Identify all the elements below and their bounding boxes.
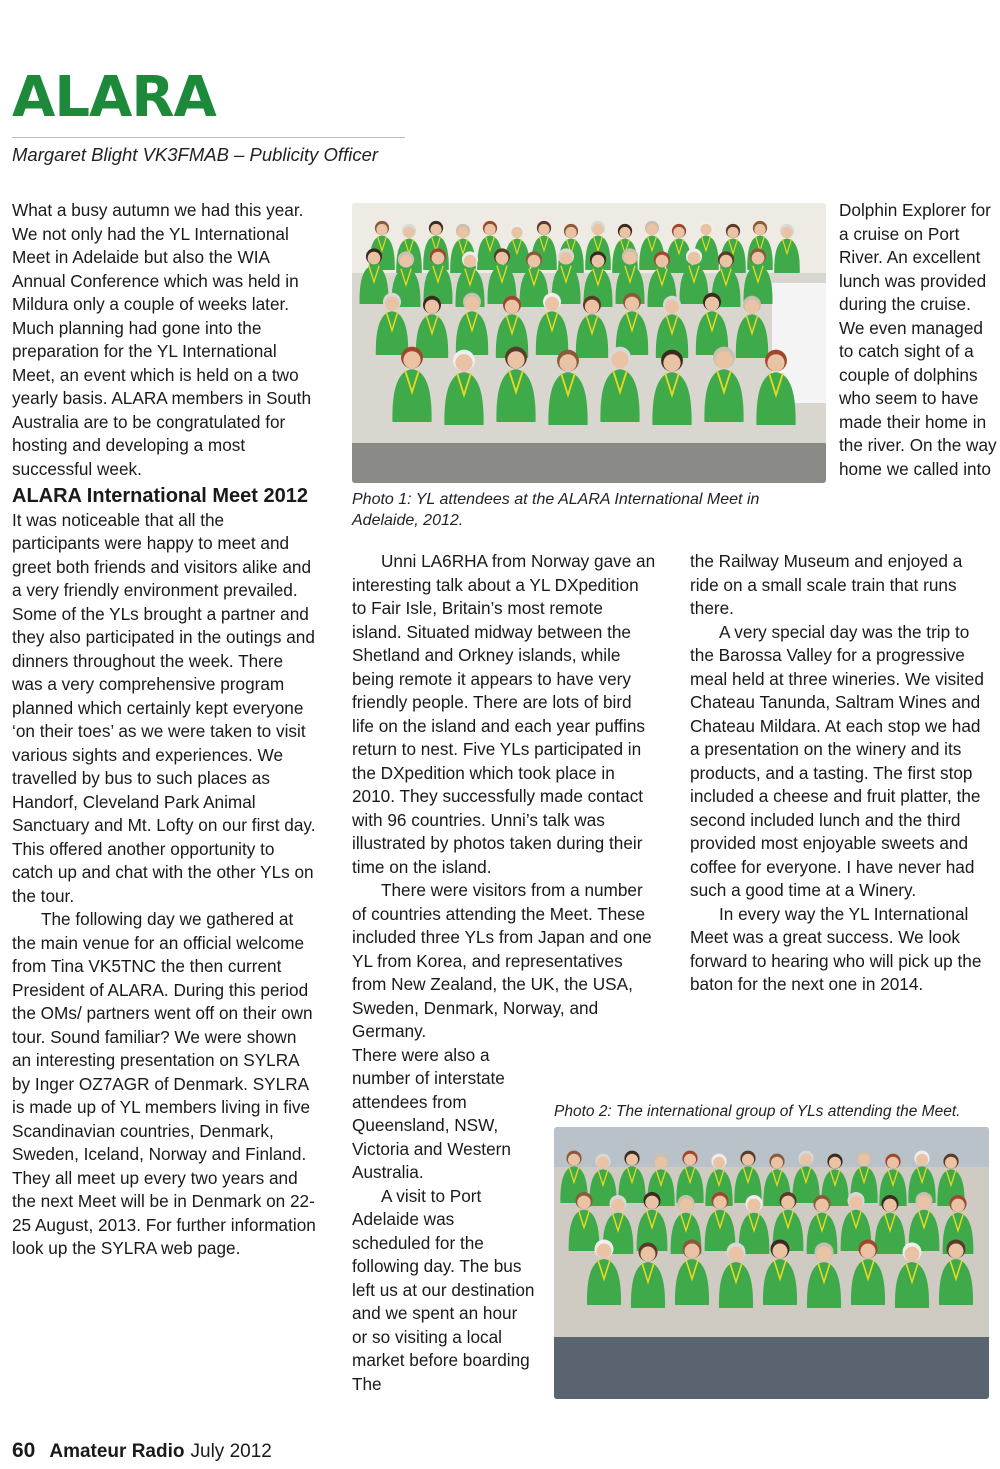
photo-2-caption: Photo 2: The international group of YLs attending the Meet. — [554, 1103, 961, 1120]
col3-paragraph-3: In every way the YL International Meet was a great success. We look forward to hearing who will pick up the baton for the next one in 2014. — [690, 903, 982, 994]
person-figure — [597, 1157, 609, 1169]
person-figure — [688, 252, 701, 265]
page-footer — [12, 1437, 272, 1466]
issue-date: July 2012 — [190, 1441, 272, 1462]
person-figure — [464, 255, 477, 268]
person-figure — [655, 1157, 667, 1169]
person-figure — [465, 297, 479, 311]
person-figure — [742, 1154, 754, 1166]
byline: Margaret Blight VK3FMAB – Publicity Officer — [12, 144, 379, 165]
column-3-top: Dolphin Explorer for a cruise on Port River. An excellent lunch was provided during the cruise. We even managed to catch sight of a couple of dolphins who seem to have made their home in the river. On the way home we called into — [839, 200, 997, 479]
col2-paragraph-3: A visit to Port Adelaide was scheduled for the following day. The bus left us at our destination and we spent an hour or so visiting a local market before boarding The — [352, 1185, 535, 1394]
person-figure — [747, 1199, 761, 1213]
person-figure — [626, 1154, 638, 1166]
person-figure — [883, 1199, 897, 1213]
person-figure — [505, 300, 519, 314]
person-figure — [705, 297, 719, 311]
person-figure — [592, 255, 605, 268]
person-figure — [781, 1196, 795, 1210]
photo-1-caption: Photo 1: YL attendees at the ALARA International Meet in Adelaide, 2012. — [352, 491, 760, 529]
person-figure — [484, 224, 495, 235]
person-figure — [568, 1154, 580, 1166]
person-figure — [577, 1196, 591, 1210]
person-figure — [858, 1154, 870, 1166]
meet-paragraph-1: It was noticeable that all the participants were happy to meet and greet both friends and visitors alike and a very friendly environment prevailed. Some of the YLs brought a partner and they also participated in the outings and dinners throughout the week. There was a very comprehensive program planned which certainly kept everyone ‘on their toes’ as we were taken to visit various sights and experiences. We travelled by bus to such places as Handorf, Cleveland Park Animal Sanctuary and Mt. Lofty on our first day. This offered another opportunity to catch up and chat with the other YLs on the tour. — [12, 509, 316, 906]
person-figure — [625, 297, 639, 311]
page-number: 60 — [12, 1439, 36, 1462]
person-figure — [700, 224, 711, 235]
person-figure — [815, 1199, 829, 1213]
person-figure — [665, 300, 679, 314]
group-photo-2-image — [554, 1127, 989, 1399]
person-figure — [745, 300, 759, 314]
person-figure — [767, 354, 784, 371]
person-figure — [679, 1199, 693, 1213]
article-title: ALARA — [12, 65, 216, 130]
person-figure — [720, 255, 733, 268]
person-figure — [455, 354, 472, 371]
section-heading: ALARA International Meet 2012 — [12, 485, 308, 507]
person-figure — [641, 1247, 656, 1262]
title-divider — [12, 137, 405, 138]
person-figure — [611, 351, 628, 368]
person-figure — [713, 1196, 727, 1210]
person-figure — [559, 354, 576, 371]
person-figure — [905, 1247, 920, 1262]
col2-paragraph-1: Unni LA6RHA from Norway gave an interesting talk about a YL DXpedition to Fair Isle, Britain’s most remote island. Situated midway between the Shetland and Orkney islands, while being remote it appears to have very friendly people. There are lots of bird life on the island and each year puffins return to nest. Five YLs participated in the DXpedition which took place in 2010. They successfully made contact with 96 countries. Unni’s talk was illustrated by photos taken during their time on the island. — [352, 551, 656, 877]
person-figure — [597, 1244, 612, 1259]
person-figure — [771, 1157, 783, 1169]
column-3 — [690, 550, 994, 997]
person-figure — [715, 351, 732, 368]
person-figure — [457, 227, 468, 238]
person-figure — [507, 351, 524, 368]
person-figure — [887, 1157, 899, 1169]
person-figure — [951, 1199, 965, 1213]
person-figure — [949, 1244, 964, 1259]
person-figure — [800, 1154, 812, 1166]
person-figure — [496, 252, 509, 265]
person-figure — [829, 1157, 841, 1169]
person-figure — [545, 297, 559, 311]
person-figure — [729, 1247, 744, 1262]
person-figure — [752, 252, 765, 265]
person-figure — [646, 224, 657, 235]
person-figure — [565, 227, 576, 238]
person-figure — [403, 351, 420, 368]
person-figure — [673, 227, 684, 238]
person-figure — [945, 1157, 957, 1169]
person-figure — [511, 227, 522, 238]
person-figure — [849, 1196, 863, 1210]
col2-paragraph-2-countries: There were visitors from a number of countries attending the Meet. These included three YLs from Japan and one YL from Korea, and representatives from New Zealand, the UK, the USA, Sweden, Denmark, Norway, and Germany. — [352, 880, 652, 1041]
person-figure — [684, 1154, 696, 1166]
person-figure — [538, 224, 549, 235]
person-figure — [916, 1154, 928, 1166]
person-figure — [645, 1196, 659, 1210]
photo-2 — [554, 1127, 989, 1399]
person-figure — [400, 255, 413, 268]
person-figure — [403, 227, 414, 238]
person-figure — [432, 252, 445, 265]
person-figure — [817, 1247, 832, 1262]
intro-paragraph: What a busy autumn we had this year. We not only had the YL International Meet in Adelaide but also the WIA Annual Conference which was held in Mildura only a couple of weeks later. Much planning had gone into the preparation for the YL International Meet, an event which is held on a two yearly basis. ALARA members in South Australia are to be congratulated for hosting and developing a most successful week. — [12, 200, 312, 479]
person-figure — [773, 1244, 788, 1259]
photo-1 — [352, 203, 826, 483]
person-figure — [430, 224, 441, 235]
person-figure — [560, 252, 573, 265]
person-figure — [663, 354, 680, 371]
person-figure — [917, 1196, 931, 1210]
person-figure — [425, 300, 439, 314]
person-figure — [754, 224, 765, 235]
person-figure — [624, 252, 637, 265]
person-figure — [781, 227, 792, 238]
person-figure — [685, 1244, 700, 1259]
col2-paragraph-2-interstate: There were also a number of interstate attendees from Queensland, NSW, Victoria and Western Australia. — [352, 1044, 511, 1182]
col3-paragraph-2: A very special day was the trip to the Barossa Valley for a progressive meal held at three wineries. We visited Chateau Tanunda, Saltram Wines and Chateau Mildara. At each stop we had a presentation on the winery and its products, and a tasting. The first stop included a cheese and fruit platter, the second included lunch and the third provided most enjoyable sweets and coffee for everyone. I have never had such a good time at a Winery. — [690, 621, 984, 900]
person-figure — [368, 252, 381, 265]
meet-paragraph-2: The following day we gathered at the main venue for an official welcome from Tina VK5TNC the then current President of ALARA. During this period the OMs/ partners went off on their own tour. Sound familiar? We were shown an interesting presentation on SYLRA by Inger OZ7AGR of Denmark. SYLRA is made up of YL members living in five Scandinavian countries, Denmark, Sweden, Iceland, Norway and Finland. They all meet up every two years and the next Meet will be in Denmark on 22-25 August, 2013. For further information look up the SYLRA web page. — [12, 909, 316, 1258]
person-figure — [713, 1157, 725, 1169]
person-figure — [861, 1244, 876, 1259]
person-figure — [585, 300, 599, 314]
col3-paragraph-1: the Railway Museum and enjoyed a ride on a small scale train that runs there. — [690, 551, 963, 618]
person-figure — [592, 224, 603, 235]
person-figure — [619, 227, 630, 238]
person-figure — [611, 1199, 625, 1213]
person-figure — [376, 224, 387, 235]
person-figure — [528, 255, 541, 268]
magazine-name: Amateur Radio — [49, 1441, 185, 1462]
column-1 — [12, 199, 316, 1261]
person-figure — [656, 255, 669, 268]
person-figure — [727, 227, 738, 238]
person-figure — [385, 297, 399, 311]
group-photo-1-image — [352, 203, 826, 483]
